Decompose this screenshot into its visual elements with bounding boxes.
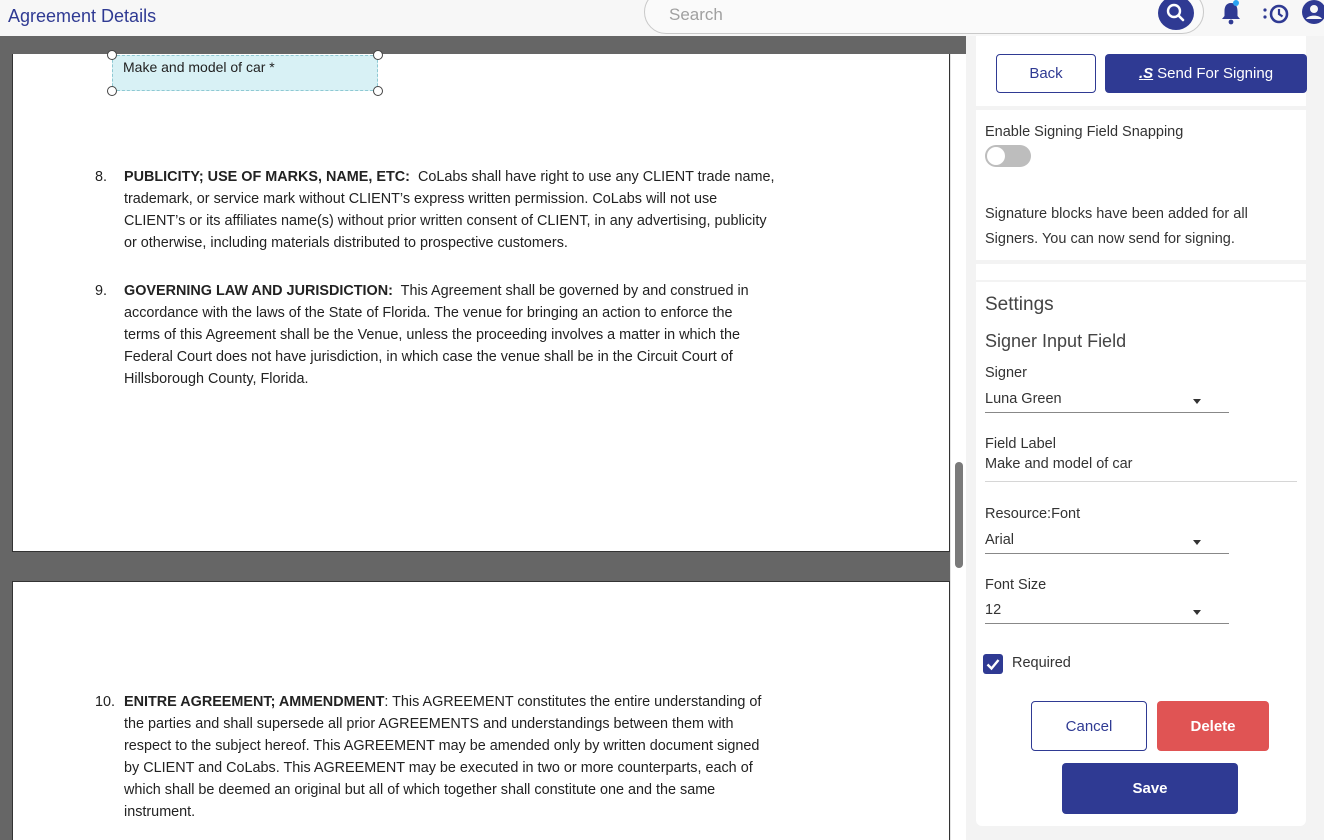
resize-handle[interactable]	[107, 50, 117, 60]
settings-title: Settings	[985, 294, 1054, 315]
section-title: Signer Input Field	[985, 331, 1127, 351]
clause-8	[95, 166, 870, 254]
clause-line: Hillsborough County, Florida.	[124, 371, 309, 387]
actions-card	[976, 36, 1306, 106]
document-page	[12, 581, 950, 840]
history-icon	[1262, 2, 1292, 26]
history-button[interactable]	[1262, 2, 1292, 26]
check-icon	[983, 654, 1003, 674]
resize-handle[interactable]	[373, 50, 383, 60]
clause-line: GOVERNING LAW AND JURISDICTION: This Agreement shall be governed by and construed in	[124, 283, 749, 299]
snapping-label: Enable Signing Field Snapping	[985, 124, 1184, 140]
font-size-select[interactable]	[985, 600, 1229, 624]
signing-field-text: Make and model of car *	[123, 59, 275, 75]
snapping-toggle[interactable]	[985, 145, 1031, 167]
clause-line: or otherwise, including materials distributed to prospective customers.	[124, 235, 568, 251]
snapping-card	[976, 110, 1306, 260]
viewer-margin	[0, 54, 12, 840]
status-line: Signature blocks have been added for all	[985, 206, 1248, 222]
clause-line: Federal Court does not have jurisdiction, in which case the venue shall be in the Circuit Court of	[124, 349, 733, 365]
bell-icon	[1220, 0, 1242, 26]
account-button[interactable]	[1300, 0, 1324, 26]
resize-handle[interactable]	[107, 86, 117, 96]
clause-line: which shall be deemed an original but all of which together shall constitute one and the same	[124, 782, 716, 798]
resize-handle[interactable]	[373, 86, 383, 96]
spacer-card	[976, 264, 1306, 280]
chevron-down-icon	[1193, 610, 1201, 615]
settings-panel	[966, 36, 1324, 840]
signer-value: Luna Green	[985, 391, 1062, 407]
input-underline	[985, 481, 1297, 482]
clause-heading: PUBLICITY; USE OF MARKS, NAME, ETC:	[124, 169, 410, 185]
clause-line: PUBLICITY; USE OF MARKS, NAME, ETC: CoLabs shall have right to use any CLIENT trade name,	[124, 169, 775, 185]
font-value: Arial	[985, 532, 1015, 548]
clause-line: respect to the subject hereof. This AGREEMENT may be amended only by written document signed	[124, 738, 760, 754]
clause-line: terms of this Agreement shall be the Venue, unless the proceeding involves a matter in which the	[124, 327, 740, 343]
toggle-knob	[987, 147, 1005, 165]
clause-line: trademark, or service mark without CLIENT’s express written permission. CoLabs will not use	[124, 191, 718, 207]
clause-number: 9.	[95, 283, 108, 299]
field-label-label: Field Label	[985, 436, 1056, 452]
field-label-value: Make and model of car	[985, 456, 1133, 472]
status-message	[985, 202, 1248, 252]
search-button[interactable]	[1158, 0, 1194, 30]
font-size-label: Font Size	[985, 577, 1047, 593]
clause-line: CLIENT’s or its affiliates name(s) without prior written consent of CLIENT, in any advertising, publicity	[124, 213, 767, 229]
search-icon	[1158, 0, 1194, 30]
account-icon	[1300, 0, 1324, 26]
viewer-scrollbar-thumb[interactable]	[955, 462, 963, 568]
status-line: Signers. You can now send for signing.	[985, 231, 1235, 247]
select-underline	[985, 623, 1229, 624]
clause-line: the parties and shall supersede all prior AGREEMENTS and understandings between them with	[124, 716, 734, 732]
clause-line: instrument.	[124, 804, 196, 820]
cancel-button[interactable]: Cancel	[1031, 701, 1147, 751]
save-button[interactable]: Save	[1062, 763, 1238, 814]
clause-10	[95, 691, 870, 823]
signer-select[interactable]	[985, 389, 1229, 413]
signing-icon: .S	[1138, 65, 1154, 82]
select-underline	[985, 412, 1229, 413]
select-underline	[985, 553, 1229, 554]
field-settings-card	[976, 282, 1306, 826]
clause-heading: ENITRE AGREEMENT; AMMENDMENT	[124, 694, 385, 710]
notifications-button[interactable]	[1220, 0, 1242, 26]
delete-button[interactable]: Delete	[1157, 701, 1269, 751]
field-label-input[interactable]	[985, 454, 1297, 482]
required-checkbox[interactable]	[983, 654, 1003, 674]
clause-line: ENITRE AGREEMENT; AMMENDMENT: This AGREEMENT constitutes the entire understanding of	[124, 694, 762, 710]
font-label: Resource:Font	[985, 506, 1081, 522]
chevron-down-icon	[1193, 540, 1201, 545]
send-for-signing-label: Send For Signing	[1157, 65, 1274, 82]
search-bar[interactable]	[644, 0, 1204, 34]
clause-number: 10.	[95, 694, 116, 710]
clause-heading: GOVERNING LAW AND JURISDICTION:	[124, 283, 393, 299]
clause-line: accordance with the laws of the State of Florida. The venue for bringing an action to enforce the	[124, 305, 733, 321]
font-select[interactable]	[985, 530, 1229, 554]
search-input[interactable]	[669, 5, 1069, 25]
signing-field-box[interactable]	[112, 55, 378, 91]
required-label: Required	[1012, 655, 1071, 671]
clause-number: 8.	[95, 169, 108, 185]
clause-9	[95, 280, 870, 390]
document-viewer[interactable]	[0, 36, 966, 840]
page-title: Agreement Details	[8, 6, 157, 26]
clause-line: by CLIENT and CoLabs. This AGREEMENT may be executed in two or more counterparts, each of	[124, 760, 753, 776]
document-page	[12, 54, 950, 552]
top-bar	[0, 0, 1324, 36]
signer-label: Signer	[985, 365, 1027, 381]
font-size-value: 12	[985, 602, 1002, 618]
viewer-scrollbar-track[interactable]	[950, 54, 966, 840]
back-button[interactable]: Back	[996, 54, 1096, 93]
chevron-down-icon	[1193, 399, 1201, 404]
send-for-signing-button[interactable]	[1105, 54, 1307, 93]
